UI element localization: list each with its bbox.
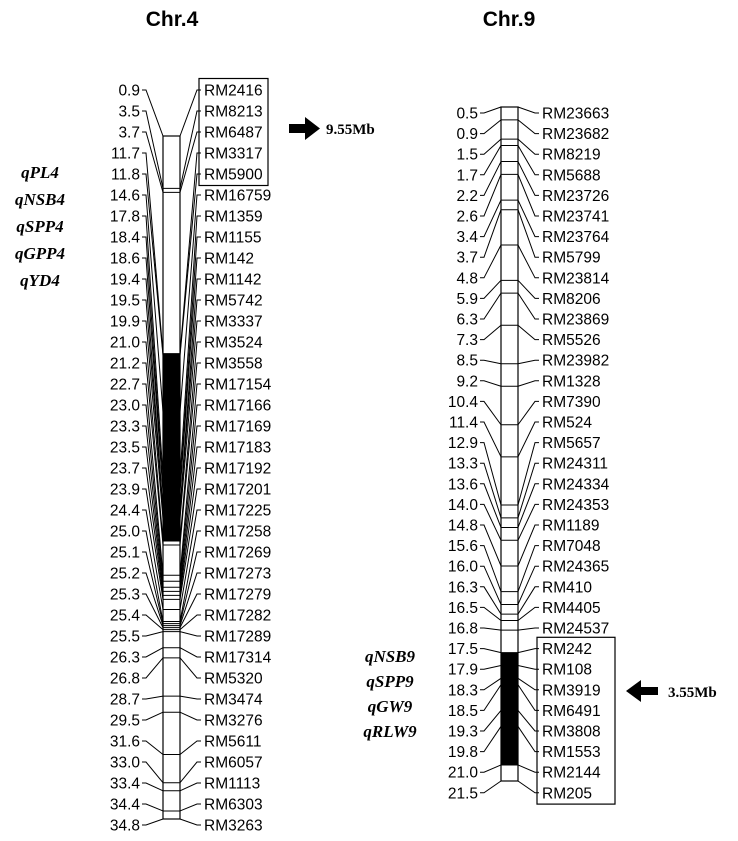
chromosome-9 <box>363 8 716 804</box>
marker-connector <box>518 463 539 518</box>
position-label: 25.5 <box>109 628 140 646</box>
position-connector <box>142 712 163 720</box>
position-connector <box>480 781 501 793</box>
chr9-arrow-label: 3.55Mb <box>668 685 717 701</box>
marker-label: RM17201 <box>204 481 272 499</box>
marker-connector <box>518 781 539 793</box>
position-label: 15.6 <box>447 538 478 556</box>
marker-connector <box>518 566 539 604</box>
position-connector <box>480 685 501 711</box>
marker-label: RM23814 <box>542 270 610 288</box>
marker-label: RM108 <box>542 661 592 679</box>
position-connector <box>142 819 163 825</box>
marker-label: RM3317 <box>204 145 263 163</box>
position-label: 23.7 <box>109 460 140 478</box>
marker-label: RM24365 <box>542 558 610 576</box>
chr4-title: Chr.4 <box>145 8 199 31</box>
position-connector <box>480 293 501 319</box>
marker-connector <box>180 90 201 136</box>
position-label: 9.2 <box>456 373 478 391</box>
marker-connector <box>518 280 539 298</box>
marker-connector <box>518 381 539 386</box>
qtl-label: qNSB9 <box>364 647 416 666</box>
marker-label: RM5526 <box>542 332 601 350</box>
position-label: 19.5 <box>109 292 140 310</box>
marker-label: RM24334 <box>542 476 610 494</box>
marker-connector <box>518 120 539 134</box>
position-connector <box>142 783 163 791</box>
marker-label: RM3263 <box>204 817 263 835</box>
position-label: 18.6 <box>109 250 140 268</box>
position-label: 6.3 <box>456 311 478 329</box>
marker-label: RM205 <box>542 785 592 803</box>
marker-label: RM24311 <box>542 455 609 473</box>
position-label: 25.1 <box>109 544 140 562</box>
position-label: 1.5 <box>456 146 478 164</box>
marker-connector <box>180 741 201 755</box>
position-label: 19.3 <box>447 723 478 741</box>
position-label: 24.4 <box>109 502 140 520</box>
marker-label: RM23726 <box>542 187 610 205</box>
chr9-qtl-labels <box>363 647 417 741</box>
position-connector <box>480 280 501 298</box>
position-label: 17.8 <box>109 208 140 226</box>
marker-label: RM23741 <box>542 208 610 226</box>
chr4-markers <box>204 83 272 835</box>
marker-label: RM24353 <box>542 496 610 514</box>
position-label: 21.0 <box>447 764 478 782</box>
marker-label: RM3337 <box>204 313 263 331</box>
marker-label: RM17154 <box>204 376 272 394</box>
marker-connector <box>518 146 539 175</box>
chr9-title: Chr.9 <box>482 8 536 31</box>
marker-connector <box>180 783 201 791</box>
marker-label: RM23982 <box>542 352 610 370</box>
position-connector <box>142 762 163 783</box>
position-label: 5.9 <box>456 290 478 308</box>
marker-connector <box>518 665 539 669</box>
chr4-qtl-region <box>163 354 180 541</box>
chr9-arrow <box>626 680 717 702</box>
position-label: 17.5 <box>447 641 478 659</box>
marker-label: RM17314 <box>204 649 272 667</box>
marker-label: RM24537 <box>542 620 610 638</box>
position-label: 19.4 <box>109 271 140 289</box>
position-connector <box>142 696 163 699</box>
position-connector <box>480 649 501 653</box>
marker-label: RM8219 <box>542 146 601 164</box>
position-label: 21.0 <box>109 334 140 352</box>
left-arrow-icon <box>626 680 658 702</box>
marker-connector <box>518 360 539 364</box>
marker-label: RM1155 <box>204 229 262 247</box>
marker-label: RM17282 <box>204 607 272 625</box>
marker-label: RM4405 <box>542 599 601 617</box>
position-label: 1.7 <box>456 167 478 185</box>
position-label: 10.4 <box>447 393 478 411</box>
marker-label: RM17273 <box>204 565 272 583</box>
marker-label: RM6303 <box>204 796 263 814</box>
marker-label: RM6057 <box>204 754 263 772</box>
position-label: 4.8 <box>456 270 478 288</box>
position-connector <box>480 120 501 134</box>
position-connector <box>480 546 501 592</box>
marker-label: RM23764 <box>542 229 610 247</box>
qtl-label: qGW9 <box>367 697 413 716</box>
position-connector <box>480 484 501 528</box>
marker-connector <box>180 111 201 188</box>
marker-label: RM2416 <box>204 82 263 100</box>
position-label: 25.2 <box>109 565 140 583</box>
marker-connector <box>518 443 539 505</box>
position-connector <box>480 587 501 614</box>
marker-label: RM5320 <box>204 670 263 688</box>
position-label: 33.0 <box>109 754 140 772</box>
position-label: 22.7 <box>109 376 140 394</box>
position-label: 16.3 <box>447 579 478 597</box>
marker-connector <box>518 422 539 457</box>
marker-connector <box>518 245 539 278</box>
marker-connector <box>518 162 539 196</box>
position-label: 23.0 <box>109 397 140 415</box>
position-connector <box>480 360 501 364</box>
position-label: 17.9 <box>447 661 478 679</box>
marker-label: RM17269 <box>204 544 272 562</box>
marker-label: RM6487 <box>204 124 263 142</box>
qtl-label: qYD4 <box>20 271 60 290</box>
position-connector <box>480 146 501 175</box>
position-connector <box>480 504 501 540</box>
chr9-markers <box>542 106 610 803</box>
position-connector <box>480 422 501 457</box>
position-label: 21.2 <box>109 355 140 373</box>
marker-label: RM23682 <box>542 126 610 144</box>
marker-label: RM5900 <box>204 166 263 184</box>
marker-label: RM7390 <box>542 393 601 411</box>
chr4-arrow-label: 9.55Mb <box>326 122 375 138</box>
position-label: 11.8 <box>110 166 140 184</box>
marker-connector <box>180 696 201 699</box>
position-label: 3.4 <box>456 229 478 247</box>
marker-label: RM17289 <box>204 628 272 646</box>
marker-label: RM1359 <box>204 208 263 226</box>
marker-label: RM16759 <box>204 187 272 205</box>
position-label: 23.3 <box>109 418 140 436</box>
position-connector <box>142 648 163 657</box>
marker-label: RM1113 <box>204 775 261 793</box>
position-label: 33.4 <box>109 775 140 793</box>
marker-connector <box>518 293 539 319</box>
marker-label: RM5799 <box>542 249 601 267</box>
position-label: 14.0 <box>447 496 478 514</box>
chr9-qtl-region <box>501 653 518 765</box>
marker-label: RM3524 <box>204 334 263 352</box>
position-label: 18.4 <box>109 229 140 247</box>
right-arrow-icon <box>289 117 320 140</box>
position-label: 12.9 <box>447 435 478 453</box>
position-label: 34.4 <box>109 796 140 814</box>
position-label: 23.9 <box>109 481 140 499</box>
marker-label: RM17258 <box>204 523 272 541</box>
chr4-arrow <box>289 117 375 140</box>
qtl-label: qSPP9 <box>366 672 414 691</box>
marker-label: RM3276 <box>204 712 263 730</box>
marker-label: RM142 <box>204 250 254 268</box>
marker-connector <box>180 762 201 783</box>
marker-label: RM17192 <box>204 460 272 478</box>
position-label: 21.5 <box>447 785 478 803</box>
position-label: 16.8 <box>447 620 478 638</box>
chr9-positions <box>448 106 479 803</box>
position-label: 26.8 <box>109 670 140 688</box>
position-label: 29.5 <box>109 712 140 730</box>
marker-connector <box>518 325 539 339</box>
position-connector <box>480 401 501 424</box>
marker-label: RM17183 <box>204 439 272 457</box>
position-connector <box>480 665 501 669</box>
position-label: 11.7 <box>110 145 140 163</box>
position-label: 23.5 <box>109 439 140 457</box>
position-label: 16.5 <box>447 599 478 617</box>
position-label: 13.6 <box>447 476 478 494</box>
position-label: 19.8 <box>447 744 478 762</box>
position-label: 3.7 <box>456 249 478 267</box>
position-label: 25.4 <box>109 607 140 625</box>
marker-label: RM242 <box>542 641 592 659</box>
position-connector <box>142 658 163 678</box>
position-connector <box>142 741 163 755</box>
position-connector <box>480 628 501 630</box>
position-label: 7.3 <box>456 332 478 350</box>
marker-label: RM5611 <box>204 733 262 751</box>
position-connector <box>480 463 501 518</box>
position-label: 25.0 <box>109 523 140 541</box>
marker-label: RM23663 <box>542 105 610 123</box>
position-connector <box>480 678 501 690</box>
position-connector <box>480 443 501 505</box>
marker-label: RM3919 <box>542 682 601 700</box>
marker-connector <box>518 726 539 751</box>
position-label: 8.5 <box>456 352 478 370</box>
marker-connector <box>518 107 539 113</box>
marker-label: RM1142 <box>204 271 262 289</box>
position-label: 14.6 <box>109 187 140 205</box>
position-connector <box>480 566 501 604</box>
qtl-label: qSPP4 <box>16 217 64 236</box>
marker-connector <box>180 648 201 657</box>
marker-label: RM3558 <box>204 355 263 373</box>
position-label: 31.6 <box>109 733 140 751</box>
position-label: 14.8 <box>447 517 478 535</box>
qtl-label: qRLW9 <box>363 722 417 741</box>
chr4-positions <box>110 83 141 835</box>
position-label: 13.3 <box>447 455 478 473</box>
position-connector <box>480 381 501 386</box>
position-label: 18.3 <box>447 682 478 700</box>
marker-connector <box>518 587 539 614</box>
position-label: 28.7 <box>109 691 140 709</box>
position-label: 2.6 <box>456 208 478 226</box>
position-label: 19.9 <box>109 313 140 331</box>
position-label: 34.8 <box>109 817 140 835</box>
position-label: 25.3 <box>109 586 140 604</box>
position-label: 3.7 <box>118 124 140 142</box>
marker-connector <box>518 401 539 424</box>
position-connector <box>480 765 501 772</box>
chromosome-4 <box>15 8 375 835</box>
position-label: 0.5 <box>456 105 478 123</box>
marker-label: RM6491 <box>542 702 601 720</box>
marker-label: RM8206 <box>542 290 601 308</box>
marker-connector <box>518 649 539 653</box>
position-label: 16.0 <box>447 558 478 576</box>
marker-label: RM3808 <box>542 723 601 741</box>
marker-connector <box>180 819 201 825</box>
position-connector <box>480 325 501 339</box>
position-label: 0.9 <box>118 82 140 100</box>
position-connector <box>480 107 501 113</box>
marker-label: RM5742 <box>204 292 263 310</box>
marker-label: RM410 <box>542 579 592 597</box>
marker-connector <box>518 710 539 731</box>
marker-connector <box>518 765 539 772</box>
marker-label: RM3474 <box>204 691 263 709</box>
marker-connector <box>180 658 201 678</box>
position-connector <box>480 162 501 196</box>
marker-label: RM1553 <box>542 744 601 762</box>
marker-label: RM5657 <box>542 435 601 453</box>
position-connector <box>142 804 163 811</box>
marker-connector <box>180 632 201 636</box>
marker-label: RM17225 <box>204 502 272 520</box>
position-label: 3.5 <box>118 103 140 121</box>
marker-label: RM8213 <box>204 103 263 121</box>
position-connector <box>142 632 163 636</box>
marker-connector <box>518 678 539 690</box>
marker-label: RM17169 <box>204 418 272 436</box>
marker-label: RM2144 <box>542 764 601 782</box>
position-label: 0.9 <box>456 126 478 144</box>
marker-label: RM1328 <box>542 373 601 391</box>
position-connector <box>480 726 501 751</box>
position-connector <box>480 245 501 278</box>
position-connector <box>142 90 163 136</box>
marker-label: RM7048 <box>542 538 601 556</box>
marker-connector <box>518 484 539 528</box>
position-label: 11.4 <box>448 414 478 432</box>
marker-label: RM17166 <box>204 397 272 415</box>
position-label: 2.2 <box>456 187 478 205</box>
marker-label: RM1189 <box>542 517 600 535</box>
marker-connector <box>518 628 539 630</box>
qtl-label: qPL4 <box>21 163 59 182</box>
position-label: 26.3 <box>109 649 140 667</box>
qtl-label: qNSB4 <box>14 190 66 209</box>
marker-connector <box>518 685 539 711</box>
marker-connector <box>180 804 201 811</box>
marker-connector <box>518 504 539 540</box>
chr4-qtl-labels <box>15 163 65 290</box>
marker-connector <box>518 546 539 592</box>
marker-label: RM5688 <box>542 167 601 185</box>
marker-label: RM17279 <box>204 586 272 604</box>
qtl-label: qGPP4 <box>14 244 66 263</box>
marker-connector <box>180 712 201 720</box>
marker-label: RM23869 <box>542 311 610 329</box>
position-connector <box>142 111 163 188</box>
position-connector <box>480 710 501 731</box>
marker-label: RM524 <box>542 414 592 432</box>
position-label: 18.5 <box>447 702 478 720</box>
